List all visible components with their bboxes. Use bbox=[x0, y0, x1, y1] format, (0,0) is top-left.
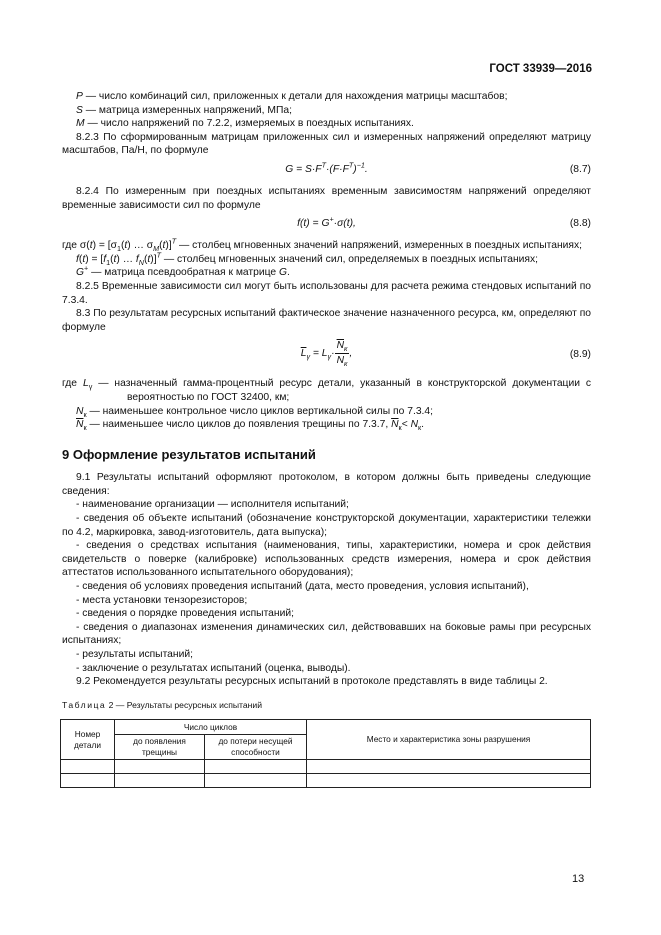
list-item: - сведения об условиях проведения испытаний (дата, место проведения, условия испытаний), bbox=[76, 581, 529, 593]
list-item: - места установки тензорезисторов; bbox=[76, 594, 248, 606]
table-row bbox=[61, 760, 591, 774]
table-cell bbox=[205, 774, 307, 788]
table-caption bbox=[62, 699, 591, 713]
equation-number: (8.9) bbox=[569, 349, 591, 361]
equation-number: (8.8) bbox=[569, 218, 591, 230]
list-item: - сведения о порядке проведения испытаний; bbox=[76, 608, 294, 620]
formula-8-9: $\overline{L}_\gamma = L_\gamma\cdot$ $\frac{\overline{N}_к}{N_к}$ , bbox=[300, 340, 353, 368]
table-cell bbox=[307, 760, 591, 774]
list-item: - сведения об объекте испытаний (обозначение конструкторской документации, характеристики тележки по 4.2, маркировка, завод-изготовитель, дата выпуска); bbox=[62, 513, 591, 538]
info-list bbox=[62, 498, 591, 675]
equation-8-7 bbox=[62, 161, 591, 181]
list-item: - сведения о диапазонах изменения динамических сил, действовавших на боковые рамы при ресурсных испытаниях; bbox=[62, 621, 591, 647]
equation-8-9 bbox=[62, 337, 591, 373]
para-8-2-4: 8.2.4 По измеренным при поездных испытаниях временным зависимостям напряжений определяют временные зависимости сил по формуле bbox=[62, 185, 591, 211]
para-8-2-5: 8.2.5 Временные зависимости сил могут быть использованы для расчета режима стендовых испытаний по 7.3.4. bbox=[62, 280, 591, 306]
section-9-heading: 9 Оформление результатов испытаний bbox=[62, 446, 316, 462]
table-cell bbox=[205, 760, 307, 774]
standard-header: ГОСТ 33939—2016 bbox=[489, 63, 592, 75]
def-s: S — матрица измеренных напряжений, МПа; bbox=[76, 104, 292, 116]
document-body bbox=[62, 90, 591, 788]
table-caption-text: 2 — Результаты ресурсных испытаний bbox=[108, 699, 263, 710]
list-item: - заключение о результатах испытаний (оценка, выводы). bbox=[76, 662, 351, 674]
where-nk: $N_к$ — наименьшее контрольное число циклов вертикальной силы по 7.3.4; bbox=[76, 405, 433, 419]
where-nk-bar: $\overline{N}_к$ — наименьшее число циклов до появления трещины по 7.3.7, $\overline{N}_к< N_к$. bbox=[76, 419, 425, 433]
col-failure-zone: Место и характеристика зоны разрушения bbox=[307, 720, 591, 760]
where-f: $f(t) = [f_1(t)$ … $f_N(t)]^T$ — столбец мгновенных значений сил, определяемых в поездных испытаниях; bbox=[76, 250, 538, 267]
col-part-number: Номер детали bbox=[61, 720, 115, 760]
table-cell bbox=[115, 774, 205, 788]
equation-8-8 bbox=[62, 215, 591, 235]
list-item: - результаты испытаний; bbox=[76, 649, 193, 660]
where-g: G+ — матрица псевдообратная к матрице G. bbox=[76, 263, 290, 279]
para-9-2: 9.2 Рекомендуется результаты ресурсных испытаний в протоколе представлять в виде таблицы 2. bbox=[76, 676, 548, 688]
page-number: 13 bbox=[572, 873, 585, 885]
where-sigma: где $\sigma(t) = [\sigma_1(t)$ … $\sigma_M(t)]^T$ — столбец мгновенных значений напряжений, измеренных в поездных испытаниях; bbox=[62, 236, 583, 254]
formula-8-8: f(t) = G+·σ(t), bbox=[297, 214, 356, 230]
para-9-1: 9.1 Результаты испытаний оформляют протоколом, в котором должны быть приведены следующие сведения: bbox=[62, 472, 591, 497]
table-cell bbox=[307, 774, 591, 788]
para-8-3: 8.3 По результатам ресурсных испытаний фактическое значение назначенного ресурса, км, определяют по формуле bbox=[62, 308, 591, 333]
col-to-crack: до появления трещины bbox=[115, 735, 205, 760]
col-to-loss: до потери несущей способности bbox=[205, 735, 307, 760]
def-m: M — число напряжений по 7.2.2, измеряемых в поездных испытаниях. bbox=[76, 118, 414, 130]
equation-number: (8.7) bbox=[569, 163, 591, 175]
formula-8-7: $G = S\cdot F^T\cdot(F\cdot F^T)^{-1}$. bbox=[285, 160, 368, 175]
list-item: - наименование организации — исполнителя испытаний; bbox=[76, 499, 349, 511]
results-table bbox=[60, 719, 591, 788]
table-row bbox=[61, 774, 591, 788]
table-cell bbox=[61, 760, 115, 774]
def-p: P — число комбинаций сил, приложенных к детали для нахождения матрицы масштабов; bbox=[76, 91, 508, 102]
table-cell bbox=[61, 774, 115, 788]
para-8-2-3: 8.2.3 По сформированным матрицам приложенных сил и измеренных напряжений определяют матрицу масштабов, Па/Н, по формуле bbox=[62, 131, 591, 157]
where-l: где $L_\gamma$ — назначенный гамма-процентный ресурс детали, указанный в конструкторской документации с вероятностью по ГОСТ 32400, км; bbox=[62, 378, 592, 403]
col-cycles: Число циклов bbox=[115, 720, 307, 735]
table-caption-label: Таблица bbox=[62, 699, 107, 710]
table-cell bbox=[115, 760, 205, 774]
list-item: - сведения о средствах испытания (наименования, типы, характеристики, номера и срок действия свидетельств о поверке (калибровке) использованных средств измерения, номера и срок действия аттестатов использованного испытательного оборудования); bbox=[62, 540, 591, 579]
